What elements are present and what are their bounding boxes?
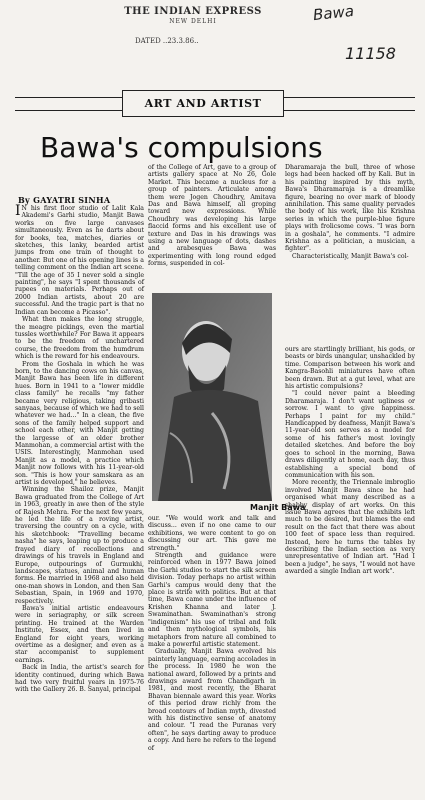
paragraph: Characteristically, Manjit Bawa's col- — [292, 252, 409, 260]
paragraph: ours are startlingly brilliant, his gods, or beasts or birds unangular, unshackled by time. Comparison between his work and Kangra-Basohli miniatures have often been drawn. But at a gut level, what are his artistic compulsions? — [285, 346, 415, 391]
newspaper-name: THE INDIAN EXPRESS — [124, 6, 262, 17]
paragraph: Gradually, Manjit Bawa evolved his painterly language, earning accolades in the process. In 1980 he won the national award, followed by a prints and drawings award from Chandigarh in 1981, and most recently, the Bharat Bhavan biennale award this year. Works of this period draw richly from the broad contours of Indian myth, divested with his distinctive sense of anatomy and colour. "I read the Puranas very often", he says darting away to produce a copy. And here he refers to the legend of — [148, 648, 276, 752]
artist-photo — [152, 293, 272, 501]
masthead — [118, 6, 268, 25]
paragraph: What then makes the long struggle, the meagre pickings, even the martial tussles worthwhile? For Bawa it appears to be the freedom of unchartered course, the freedom from the humdrum which is the reward for his endeavours. — [15, 316, 144, 361]
column-2-bottom — [148, 515, 276, 795]
column-2-top — [148, 164, 276, 291]
paragraph: our. "We would work and talk and discuss... even if no one came to our exhibitions, we were content to go on discussing our art. This gave me strength." — [148, 515, 276, 552]
paragraph: of the College of Art, gave to a group of artists gallery space at No 26, Gole Market. This became a nucleus for a group of painters. Articulate among them were Jogen Choudhry, Amitava Das and Bawa himself, all groping toward new expressions. While Choudhry was developing his large flaccid forms and his excellent use of texture and Das in his drawings was using a new language of dots, dashes and arabesques Bawa was experimenting with long round edged forms, suspended in col- — [148, 164, 276, 268]
paragraph: IN his first floor studio of Lalit Kala Akademi's Garhi studio, Manjit Bawa works on five large canvases simultaneously. Even as he darts about for books, tea, matches, diaries or sketches, this lanky, bearded artist jumps from one train of thought to another. But one of his opening lines is a telling comment on the Indian art scene. "Till the age of 35 I never sold a single painting", he says "I spent thousands of rupees on materials. Perhaps out of 2000 Indian artists, about 20 are successful. And the tragic part is that no Indian can become a Picasso". — [15, 203, 144, 316]
paragraph: Strength and guidance were reinforced when in 1977 Bawa joined the Garhi studios to start the silk screen division. Today perhaps no artist within Garhi's campus would deny that the place is strife with politics. But at that time, Bawa came under the influence of Krishen Khanna and later J. Swaminathan. Swaminathan's strong "indigenism" his use of tribal and folk and then mythological symbols, his metaphors from nature all combined to make a powerful artistic statement. — [148, 552, 276, 648]
paragraph: Dharamaraja the bull, three of whose legs had been hacked off by Kali. But in his painting inspired by this myth, Bawa's Dharamaraja is a dreamlike figure, bearing no over mark of bloody annihilation. This same quality pervades the body of his work, like his Krishna series in which the purple-blue figure plays with frolicsome cows. "I was born in a goshala", he comments. "I admire Krishna as a politician, a musician, a fighter". — [285, 164, 415, 253]
section-label: ART AND ARTIST — [122, 90, 284, 117]
date-line: DATED ..23.3.86.. — [135, 37, 199, 45]
column-3-top — [285, 164, 415, 338]
newspaper-city: NEW DELHI — [169, 18, 217, 25]
paragraph: Back in India, the artist's search for identity continued, during which Bawa had two very fruitful years in 1975-76 with the Gallery 26. B. Sanyal, principal — [15, 664, 144, 694]
paragraph: More recently, the Triennale imbroglio involved Manjit Bawa since he had organised what many described as a shabby display of art works. On this issue Bawa agrees that the exhibits left much to be desired, but blames the end result on the fact that there was about 100 feet of space less than required. Instead, here he turns the tables by describing the Indian section as very unrepresentative of Indian art. "Had I been a judge", he says, "I would not have awarded a single Indian art work". — [285, 479, 415, 576]
paragraph: From the Goshala in which he was born, to the dancing cows on his canvas, Manjit Bawa has been life in different hues. Born in 1941 to a "lower middle class family" he recalls "my father became very religious, taking gribasti sanyaas, because of which we had to sell whatever we had..." In a clean, the five sons of the family helped support and school each other, with Manjit getting the largesse of an older brother Manmohan, a commercial artist with the USIS. Interestingly, Manmohan used Manjit as a model, a practice which Manjit now follows with his 11-year-old son. "This is how your samskara as an artist is developed," he believes. — [15, 360, 144, 487]
handwritten-number: 11158 — [345, 44, 396, 63]
photo-caption: Manjit Bawa — [250, 503, 306, 512]
byline: By GAYATRI SINHA — [18, 195, 111, 205]
column-3-bottom — [285, 346, 415, 795]
paragraph: Bawa's initial artistic endeavours were in seriagraphy, or silk screen printing. He trained at the Warden Institute, Essex, and then lived in England for eight years, working overtime as a designer, and even as a star accompanist to supplement earnings. — [15, 604, 144, 664]
paragraph: Winning the Shailoz prize, Manjit Bawa graduated from the College of Art in 1963, greatly in awe then of the style of Rajesh Mehra. For the next few years, he led the life of a roving artist, traversing the country on a cycle, with his sketchbook: "Travelling became nasha" he says, leaping up to produce a frayed diary of recollections and drawings of his travels in England and Europe, outpourings of Gurmukhi, landscapes, statues, animal and human forms. He married in 1968 and also held one-man shows in London, and then San Sebastian, Spain, in 1969 and 1970, respectively. — [15, 486, 144, 605]
column-1 — [15, 205, 144, 795]
paragraph: "I could never paint a bleeding Dharamaraja. I don't want ugliness or sorrow. I want to give happiness. Perhaps I paint for my child." Handicapped by deafness, Manjit Bawa's 11-year-old son serves as a model for some of his father's most lovingly detailed sketches. And before the boy goes to school in the morning, Bawa draws diligently at home, each day, thus establishing a special bond of communication with his son. — [285, 390, 415, 479]
headline: Bawa's compulsions — [40, 131, 323, 164]
handwritten-name: Bawa — [312, 1, 355, 25]
